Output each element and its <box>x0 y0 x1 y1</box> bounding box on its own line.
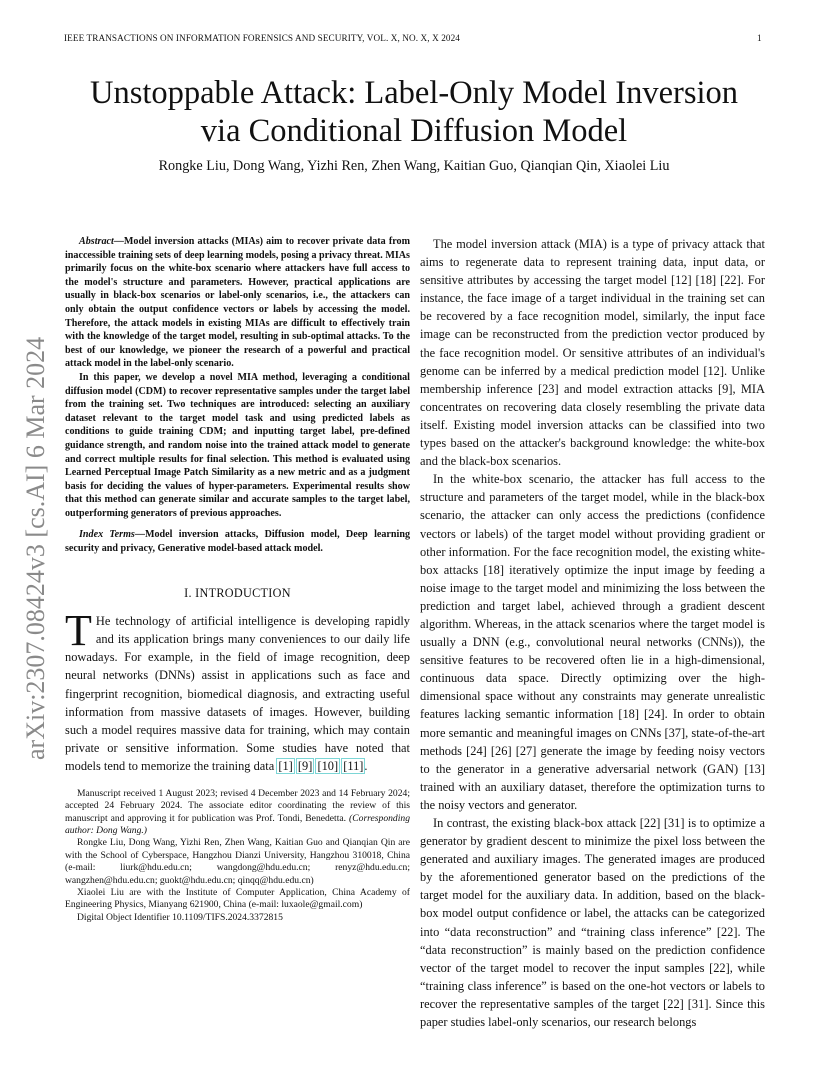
intro-paragraph-1: T He technology of artificial intelligence is developing rapidly and its application brings many conveniences to our daily life nowadays. For example, in the field of image recognition, deep neural networks (DNNs) assist in applications such as face and fingerprint recognition, biomedical diagnosis, and extracting useful information from massive datasets of images. However, building such a model requires massive data for training, which may contain private or sensitive information. Some studies have noted that models tend to memorize the training data [1] [9] [10] [11]. <box>65 605 410 774</box>
footnote-affiliation-2: Xiaolei Liu are with the Institute of Computer Application, China Academy of Engineering Physics, Mianyang 621900, China (e-mail: luxaole@gmail.com) <box>65 886 410 911</box>
arxiv-stamp: arXiv:2307.08424v3 [cs.AI] 6 Mar 2024 <box>21 336 50 760</box>
citation-link[interactable]: [1] <box>278 759 293 774</box>
abstract-text-1: —Model inversion attacks (MIAs) aim to recover private data from inaccessible training sets of deep learning models, posing a privacy threat. MIAs primarily focus on the white-box scenario where attackers have full access to the model's structure and parameters. However, practical applications are usually in black-box scenarios or label-only scenarios, i.e., the attackers can only obtain the output confidence vectors or labels by accessing the model. Therefore, the attack models in existing MIAs are difficult to effectively train with the knowledge of the target model, resulting in sub-optimal attacks. To the best of our knowledge, we pioneer the research of a powerful and practical attack model in the label-only scenario. <box>65 236 410 370</box>
abstract-paragraph-2: In this paper, we develop a novel MIA method, leveraging a conditional diffusion model (CDM) to recover representative samples under the target label from the training set. Two techniques are introduced: selecting an auxiliary dataset relevant to the target model task and using predicted labels as conditions to guide training CDM; and inputting target label, pre-defined guidance strength, and random noise into the trained attack model to generate and correct multiple results for final selection. This method is evaluated using Learned Perceptual Image Patch Similarity as a new metric and as a judgment basis for deciding the values of hyper-parameters. Experimental results show that this method can generate similar and accurate samples to the target label, outperforming generators of previous approaches. <box>65 371 410 519</box>
section-heading-introduction: I. INTRODUCTION <box>184 585 291 600</box>
footnote-manuscript-text: Manuscript received 1 August 2023; revised 4 December 2023 and 14 February 2024; accepted 24 February 2024. The associate editor coordinating the review of this manuscript and approving it for publication was Prof. Tondi, Benedetta. <box>65 787 410 824</box>
citation-link[interactable]: [9] <box>297 759 313 774</box>
body-paragraph-3: In contrast, the existing black-box attack [22] [31] is to optimize a generator by gradient descent to minimize the pixel loss between the generated and auxiliary images. The generated images are produced by the aforementioned generator based on the predictions of the target model for the auxiliary data. In addition, based on the black-box model output confidence or label, the attacks can be categorized into “data reconstruction” and “training class inference” [22]. The “data reconstruction” is mainly based on the prediction confidence vector of the target model to recover the input samples [22], while “training class inference” is based on the one-hot vectors or labels to recover the representative samples of the target [22] [31]. Since this paper studies label-only scenarios, our research belongs <box>420 816 765 1030</box>
index-terms-text: —Model inversion attacks, Diffusion model, Deep learning security and privacy, Generative model-based attack model. <box>65 529 410 555</box>
intro-text: He technology of artificial intelligence is developing rapidly and its application brings many conveniences to our daily life nowadays. For example, in the field of image recognition, deep neural networks (DNNs) assist in applications such as face and fingerprint recognition, biomedical diagnosis, and extracting useful information from massive datasets of images. However, building such a model requires massive data for training, which may contain private or sensitive information. Some studies have noted that models tend to memorize the training data <box>65 613 410 774</box>
right-column <box>420 235 765 1031</box>
footnote-manuscript <box>65 788 410 838</box>
index-terms <box>65 528 410 555</box>
dropcap-letter: T <box>65 605 92 655</box>
footnote-affiliation-1: Rongke Liu, Dong Wang, Yizhi Ren, Zhen Wang, Kaitian Guo and Qianqian Qin are with the School of Cyberspace, Hangzhou Dianzi University, Hangzhou 310018, China (e-mail: liurk@hdu.edu.cn; wangdong@hdu.edu.cn; renyz@hdu.edu.cn; wangzhen@hdu.edu.cn; guokt@hdu.edu.cn; qinqq@hdu.edu.cn) <box>65 837 410 886</box>
abstract-lead: Abstract <box>79 236 114 247</box>
body-paragraph-1: The model inversion attack (MIA) is a type of privacy attack that aims to regenerate data to represent training data, input data, or sensitive attributes by accessing the target model [12] [18] [22]. For instance, the face image of a target individual in the training set can be recovered by a face recognition model, similarly, the input face image can be reconstructed from the prediction vector produced by the face recognition model. Or sensitive attributes of an individual's genome can be inferred by a medical prediction model [12]. Unlike membership inference [23] and model extraction attacks [9], MIA concentrates on recovering data closely resembling the private data itself. Existing model inversion attacks can be classified into two types based on the attacker's background knowledge: the white-box and the black-box scenarios. <box>420 237 765 469</box>
title-line-1: Unstoppable Attack: Label-Only Model Inversion <box>89 75 739 111</box>
abstract-paragraph-1 <box>65 235 410 371</box>
title-line-2: via Conditional Diffusion Model <box>200 113 628 149</box>
footnotes <box>65 788 410 924</box>
abstract <box>65 235 410 520</box>
left-column <box>65 235 410 924</box>
citation-link[interactable]: [10] <box>317 759 339 774</box>
page-number: 1 <box>757 33 762 43</box>
paper-title <box>60 74 768 150</box>
corresponding-author: (Corresponding author: Dong Wang.) <box>65 812 410 836</box>
footnote-doi: Digital Object Identifier 10.1109/TIFS.2024.3372815 <box>77 911 283 923</box>
citation-link[interactable]: [11] <box>343 759 364 774</box>
author-list: Rongke Liu, Dong Wang, Yizhi Ren, Zhen Wang, Kaitian Guo, Qianqian Qin, Xiaolei Liu <box>158 158 670 174</box>
index-terms-lead: Index Terms <box>79 529 135 541</box>
running-header: IEEE TRANSACTIONS ON INFORMATION FORENSICS AND SECURITY, VOL. X, NO. X, X 2024 <box>64 33 460 43</box>
body-paragraph-2: In the white-box scenario, the attacker has full access to the structure and parameters of the target model, while in the black-box scenario, the attacker can only access the predictions (confidence vectors or labels) of the target model without providing gradient or other information. For the face recognition model, the existing white-box attacks [18] iteratively optimize the input image by feeding a noise image to the target model and minimizing the loss between the prediction and target label, achieved through a gradient descent algorithm. Whereas, in the attack scenarios where the target model is usually a DNN (e.g., convolutional neural networks (CNNs)), the sensitive features to be recovered often lie in a high-dimensional, continuous data space. Directly optimizing over the high-dimensional space without any constraints may generate unrealistic features lacking semantic information [18] [24]. In order to obtain more semantic and meaningful images on CNNs [37], state-of-the-art methods [24] [26] [27] generate the image by feeding noisy vectors to the generator in a generative adversarial network (GAN) [13] trained with an auxiliary dataset, therefore the optimization turns to the noisy vectors and generator. <box>420 472 765 812</box>
